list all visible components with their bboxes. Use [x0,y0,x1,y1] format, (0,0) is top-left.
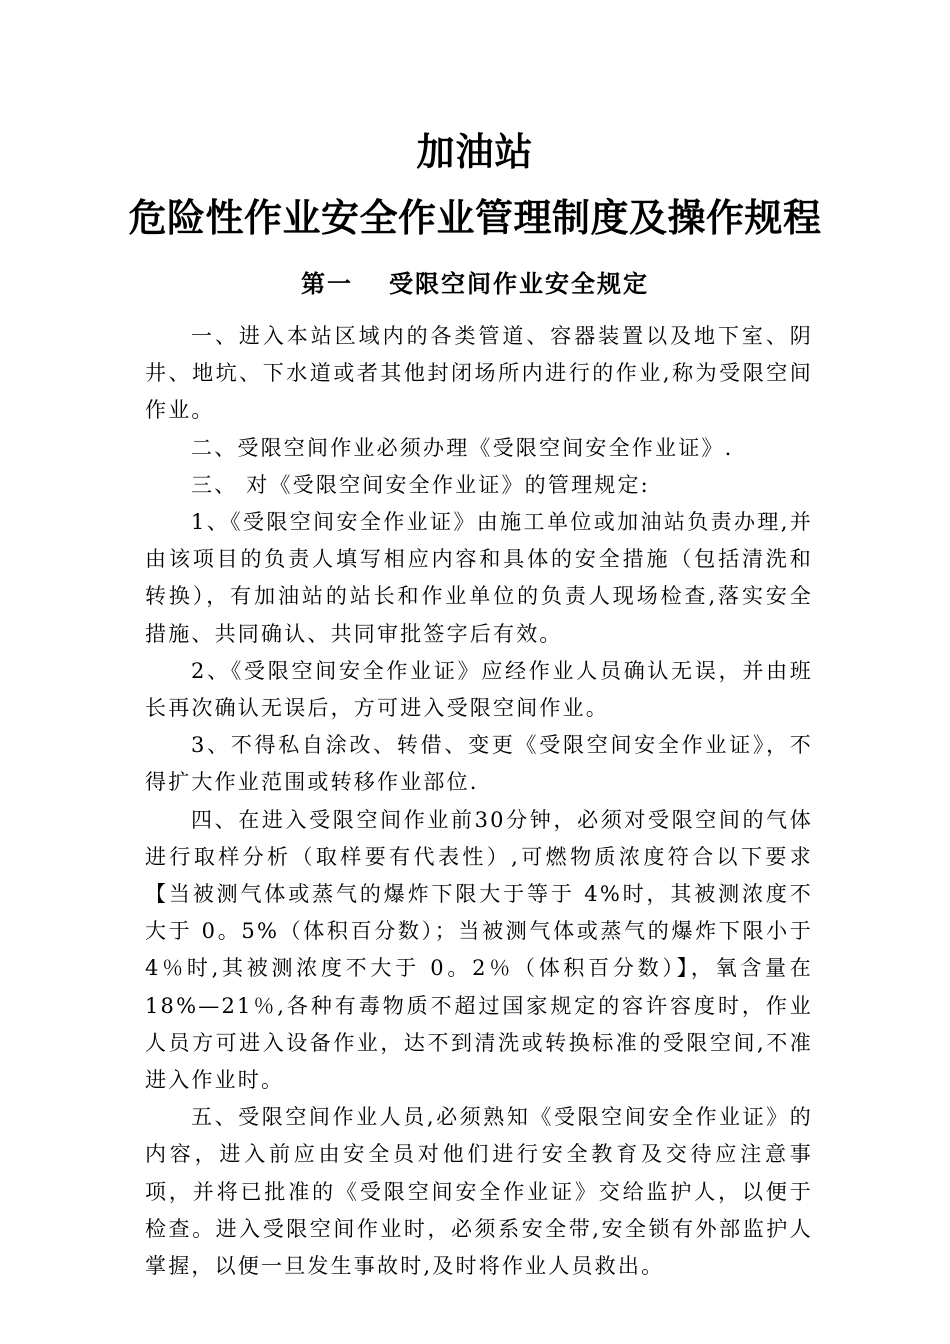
paragraph-8: 五、受限空间作业人员,必须熟知《受限空间安全作业证》的内容，进入前应由安全员对他们进行安全教育及交待应注意事项，并将已批准的《受限空间安全作业证》交给监护人，以便于检查。进入受限空间作业时，必须系安全带,安全锁有外部监护人掌握，以便一旦发生事故时,及时将作业人员救出。 [145,1105,813,1279]
paragraph-4: 1、《受限空间安全作业证》由施工单位或加油站负责办理,并由该项目的负责人填写相应内容和具体的安全措施（包括清洗和转换），有加油站的站长和作业单位的负责人现场检查,落实安全措施、共同确认、共同审批签字后有效。 [145,510,813,646]
paragraph-2: 二、受限空间作业必须办理《受限空间安全作业证》. [191,435,734,460]
document-subtitle: 危险性作业安全作业管理制度及操作规程 [128,196,822,240]
document-body [145,318,813,1285]
document-title: 加油站 [416,130,534,174]
paragraph-6: 3、不得私自涂改、转借、变更《受限空间安全作业证》，不得扩大作业范围或转移作业部位. [145,733,813,795]
section-heading [0,266,950,302]
section-number: 第一 [301,270,353,298]
paragraph-1: 一、进入本站区域内的各类管道、容器装置以及地下室、阴井、地坑、下水道或者其他封闭场所内进行的作业,称为受限空间作业。 [145,324,813,423]
paragraph-3: 三、 对《受限空间安全作业证》的管理规定: [191,472,650,497]
section-title: 受限空间作业安全规定 [389,270,649,298]
paragraph-5: 2、《受限空间安全作业证》应经作业人员确认无误，并由班长再次确认无误后，方可进入受限空间作业。 [145,658,813,721]
paragraph-7: 四、在进入受限空间作业前30分钟，必须对受限空间的气体进行取样分析（取样要有代表性）,可燃物质浓度符合以下要求【当被测气体或蒸气的爆炸下限大于等于 4%时，其被测浓度不大于 0。5%（体积百分数）；当被测气体或蒸气的爆炸下限小于 4％时,其被测浓度不大于 0。2％（体积百分数）】，氧含量在18%—21％,各种有毒物质不超过国家规定的容许容度时，作业人员方可进入设备作业，达不到清洗或转换标准的受限空间,不准进入作业时。 [145,807,813,1093]
